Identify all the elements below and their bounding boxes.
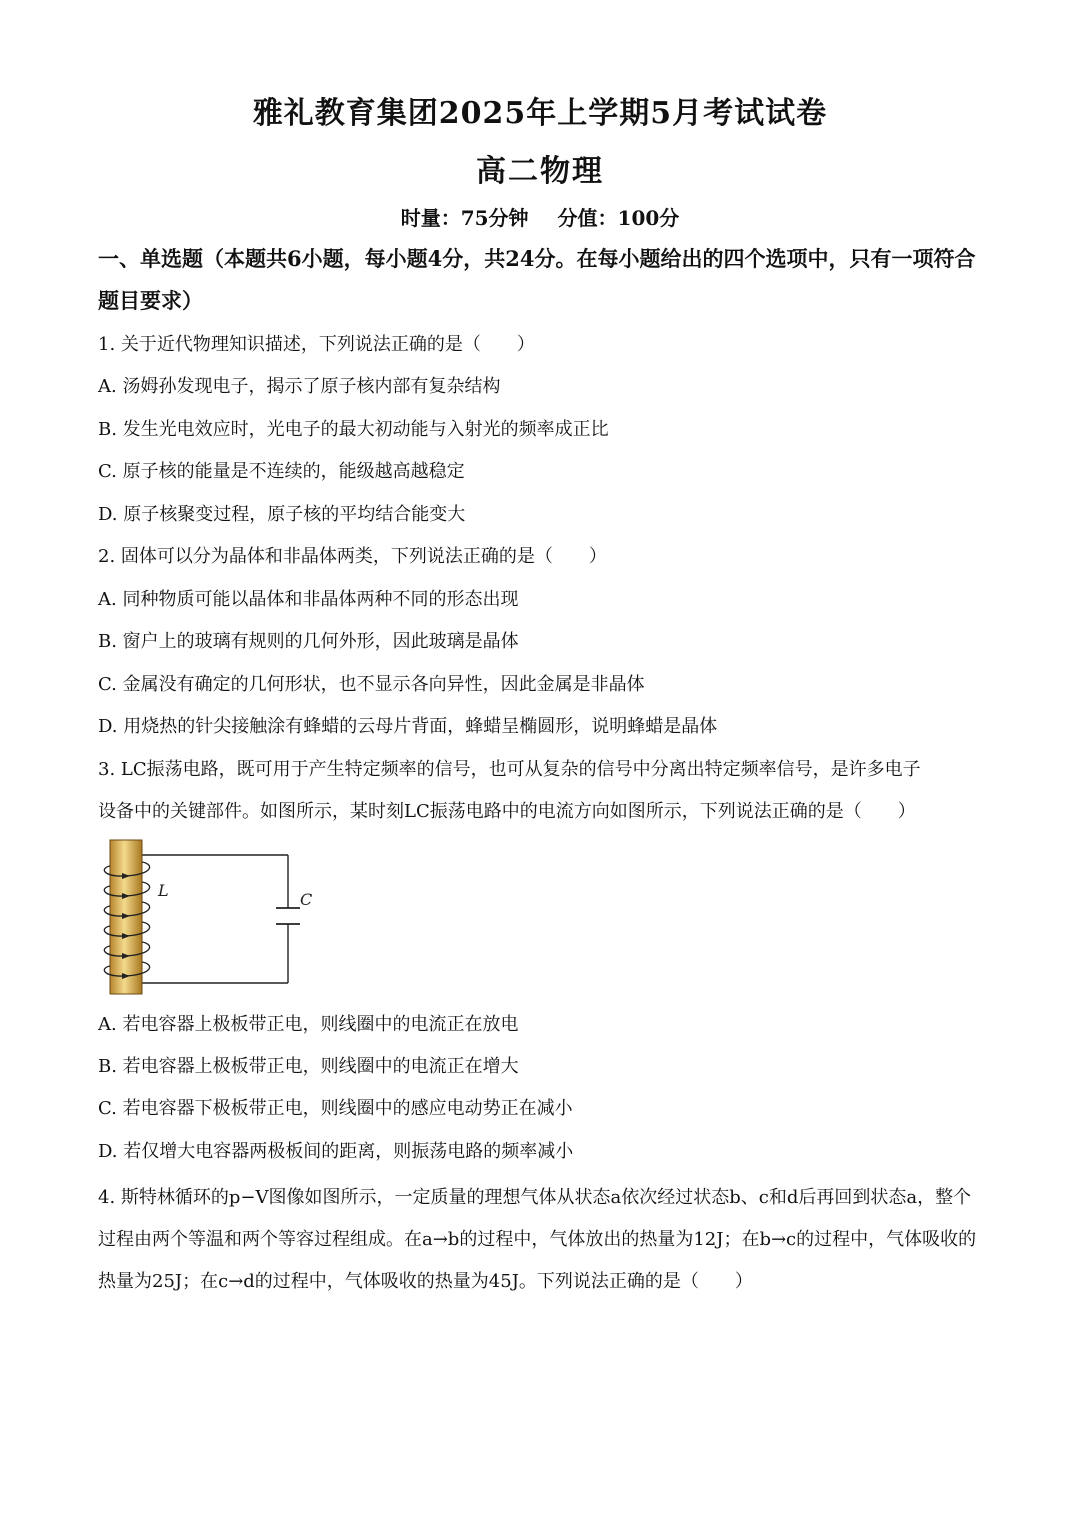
question-3-option-d: D. 若仅增大电容器两极板间的距离，则振荡电路的频率减小 — [98, 1141, 574, 1162]
question-3-stem-line-1: 3. LC振荡电路，既可用于产生特定频率的信号，也可从复杂的信号中分离出特定频率信号，是许多电子 — [98, 759, 921, 780]
question-2-option-d: D. 用烧热的针尖接触涂有蜂蜡的云母片背面，蜂蜡呈椭圆形，说明蜂蜡是晶体 — [98, 716, 718, 737]
exam-meta — [0, 202, 1080, 231]
circuit-wires — [142, 855, 288, 983]
capacitor-label: C — [300, 890, 313, 909]
question-3-option-b: B. 若电容器上极板带正电，则线圈中的电流正在增大 — [98, 1056, 519, 1077]
question-2-option-a: A. 同种物质可能以晶体和非晶体两种不同的形态出现 — [98, 589, 519, 610]
subject-title: 高二物理 — [476, 154, 604, 189]
section-heading: 一、单选题（本题共6小题，每小题4分，共24分。在每小题给出的四个选项中，只有一项符合题目要求） — [98, 246, 976, 313]
exam-title: 雅礼教育集团2025年上学期5月考试试卷 — [252, 96, 828, 131]
total-score: 分值：100分 — [557, 206, 680, 230]
capacitor — [276, 908, 300, 924]
question-2-option-c: C. 金属没有确定的几何形状，也不显示各向异性，因此金属是非晶体 — [98, 674, 645, 695]
inductor-label: L — [158, 881, 169, 900]
lc-circuit-diagram — [96, 838, 336, 998]
question-4-stem: 4. 斯特林循环的p−V图像如图所示，一定质量的理想气体从状态a依次经过状态b、c和d后再回到状态a，整个过程由两个等温和两个等容过程组成。在a→b的过程中，气体放出的热量为12J；在b→c的过程中，气体吸收的热量为25J；在c→d的过程中，气体吸收的热量为45J。下列说法正确的是（ ） — [98, 1187, 977, 1292]
question-3-stem-line-2: 设备中的关键部件。如图所示，某时刻LC振荡电路中的电流方向如图所示，下列说法正确的是（ ） — [98, 801, 916, 822]
question-2-stem: 2. 固体可以分为晶体和非晶体两类，下列说法正确的是（ ） — [98, 546, 607, 567]
question-2-option-b: B. 窗户上的玻璃有规则的几何外形，因此玻璃是晶体 — [98, 631, 519, 652]
question-3-option-c: C. 若电容器下极板带正电，则线圈中的感应电动势正在减小 — [98, 1098, 573, 1119]
time-limit: 时量：75分钟 — [400, 206, 529, 230]
question-1-option-b: B. 发生光电效应时，光电子的最大初动能与入射光的频率成正比 — [98, 419, 609, 440]
question-1-option-a: A. 汤姆孙发现电子，揭示了原子核内部有复杂结构 — [98, 376, 501, 397]
question-3-option-a: A. 若电容器上极板带正电，则线圈中的电流正在放电 — [98, 1014, 519, 1035]
question-1-stem: 1. 关于近代物理知识描述，下列说法正确的是（ ） — [98, 334, 535, 355]
question-1-option-d: D. 原子核聚变过程，原子核的平均结合能变大 — [98, 504, 466, 525]
question-1-option-c: C. 原子核的能量是不连续的，能级越高越稳定 — [98, 461, 465, 482]
